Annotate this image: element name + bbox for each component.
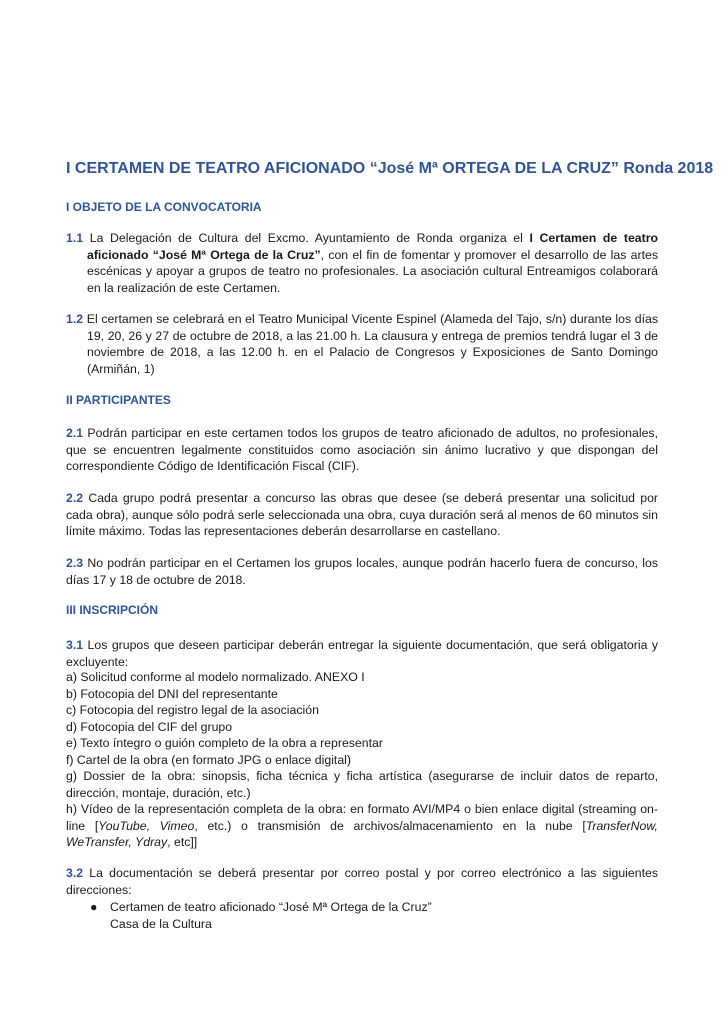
video-item-text: h) Vídeo de la representación completa de la obra: en formato AVI/MP4 o bien enlace digital (streaming on-line [ — [66, 802, 658, 833]
video-item-italic: TransferNow, WeTransfer, Ydray — [66, 818, 658, 849]
list-item-video — [66, 801, 658, 851]
paragraph-text: , con el fin de fomentar y promover el desarrollo de las artes escénicas y apoyar a grupos de teatro no profesionales. La asociación cultural Entreamigos colaborará en la realización de este Certamen. — [87, 247, 658, 295]
video-item-italic: YouTube, Vimeo — [98, 818, 195, 833]
bullet-icon: ● — [90, 900, 98, 914]
list-item: g) Dossier de la obra: sinopsis, ficha técnica y ficha artística (asegurarse de incluir datos de reparto, dirección, montaje, duración, etc.) — [66, 769, 658, 800]
list-item: b) Fotocopia del DNI del representante — [66, 686, 278, 701]
paragraph-1-2 — [66, 311, 658, 377]
address-line: Certamen de teatro aficionado “José Mª Ortega de la Cruz” — [110, 900, 432, 914]
address-line-2: Casa de la Cultura — [110, 917, 212, 931]
list-item: d) Fotocopia del CIF del grupo — [66, 719, 233, 734]
address-bullet-item — [90, 899, 432, 916]
paragraph-number: 3.1 — [66, 638, 84, 652]
list-item: c) Fotocopia del registro legal de la asociación — [66, 703, 319, 717]
paragraph-1-1 — [66, 230, 659, 296]
video-item-text: , etc]] — [167, 835, 198, 849]
section-heading-objeto: I OBJETO DE LA CONVOCATORIA — [66, 200, 262, 214]
document-title: I CERTAMEN DE TEATRO AFICIONADO “José Mª ORTEGA DE LA CRUZ” Ronda 2018 — [66, 160, 714, 177]
paragraph-bold-text: I Certamen de teatro aficionado “José Mª Ortega de la Cruz” — [87, 231, 659, 262]
list-item: a) Solicitud conforme al modelo normalizado. ANEXO I — [66, 670, 365, 684]
paragraph-number: 2.3 — [66, 556, 84, 570]
paragraph-text: Cada grupo podrá presentar a concurso las obras que desee (se deberá presentar una solicitud por cada obra), aunque sólo podrá serle seleccionada una obra, cuya duración será al menos de 60 minutos sin límite máximo. Todas las representaciones deberán desarrollarse en castellano. — [66, 491, 658, 538]
paragraph-2-1 — [66, 425, 658, 475]
paragraph-number: 3.2 — [66, 866, 84, 880]
paragraph-number: 2.2 — [66, 491, 84, 505]
paragraph-number: 1.2 — [66, 312, 84, 326]
paragraph-2-3 — [66, 555, 658, 588]
paragraph-3-2 — [66, 865, 658, 898]
list-item: f) Cartel de la obra (en formato JPG o enlace digital) — [66, 752, 352, 767]
paragraph-text: No podrán participar en el Certamen los grupos locales, aunque podrán hacerlo fuera de concurso, los días 17 y 18 de octubre de 2018. — [66, 556, 658, 587]
paragraph-text: Los grupos que deseen participar deberán entregar la siguiente documentación, que será obligatoria y excluyente: — [66, 638, 658, 669]
list-item: e) Texto íntegro o guión completo de la obra a representar — [66, 736, 383, 750]
paragraph-number: 2.1 — [66, 426, 84, 440]
section-heading-participantes: II PARTICIPANTES — [66, 393, 171, 407]
paragraph-text: La documentación se deberá presentar por correo postal y por correo electrónico a las siguientes direcciones: — [66, 866, 658, 897]
section-heading-inscripcion: III INSCRIPCIÓN — [66, 603, 159, 617]
paragraph-3-1 — [66, 637, 658, 670]
video-item-text: , etc.) o transmisión de archivos/almacenamiento en la nube [ — [194, 818, 586, 833]
paragraph-text: La Delegación de Cultura del Excmo. Ayuntamiento de Ronda organiza el — [83, 231, 530, 245]
paragraph-2-2 — [66, 490, 658, 540]
paragraph-text: Podrán participar en este certamen todos los grupos de teatro aficionado de adultos, no profesionales, que se encuentren legalmente constituidos como asociación sin ánimo lucrativo y que dispongan del correspondiente Código de Identificación Fiscal (CIF). — [66, 426, 658, 473]
paragraph-text: El certamen se celebrará en el Teatro Municipal Vicente Espinel (Alameda del Tajo, s/n) durante los días 19, 20, 26 y 27 de octubre de 2018, a las 21.00 h. La clausura y entrega de premios tendrá lugar el 3 de noviembre de 2018, a las 12.00 h. en el Palacio de Congresos y Exposiciones de Santo Domingo (Armiñán, 1) — [83, 312, 658, 376]
documentation-list — [66, 669, 658, 851]
paragraph-number: 1.1 — [66, 231, 84, 245]
